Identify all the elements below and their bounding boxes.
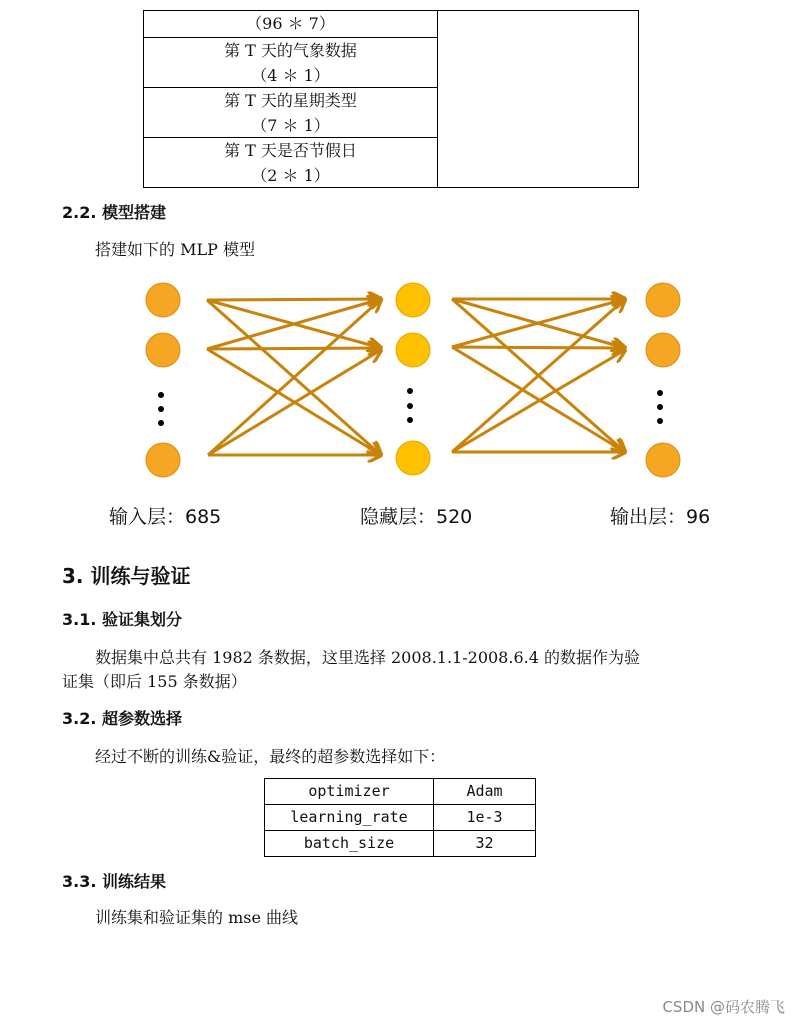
cell-text: 第 T 天的气象数据 — [224, 41, 357, 60]
cell-text: （7 ＊ 1） — [251, 116, 330, 135]
param-value: 1e-3 — [434, 805, 536, 831]
mlp-diagram — [0, 270, 799, 490]
cell-text: 第 T 天的星期类型 — [224, 91, 357, 110]
hidden-layer-nodes — [396, 283, 430, 475]
watermark: CSDN @码农腾飞 — [662, 998, 785, 1016]
connection-arrows-2 — [452, 299, 625, 452]
param-name: optimizer — [265, 779, 434, 805]
table-row — [265, 779, 536, 805]
paragraph: 经过不断的训练&验证，最终的超参数选择如下： — [95, 747, 446, 766]
connection-arrows-1 — [207, 299, 381, 455]
table-cell — [144, 11, 437, 38]
param-value: Adam — [434, 779, 536, 805]
cell-text: （4 ＊ 1） — [251, 66, 330, 85]
section-heading-2-2: 2.2. 模型搭建 — [62, 203, 166, 222]
features-column — [144, 11, 438, 187]
table-cell — [144, 38, 437, 88]
cell-text: 第 T 天是否节假日 — [224, 141, 357, 160]
section-heading-3-3: 3.3. 训练结果 — [62, 872, 166, 891]
output-layer-label: 输出层：96 — [610, 506, 711, 528]
hyperparameter-table — [264, 778, 536, 857]
param-value: 32 — [434, 831, 536, 857]
paragraph-line-2: 证集（即后 155 条数据） — [62, 672, 247, 691]
paragraph: 搭建如下的 MLP 模型 — [95, 240, 255, 259]
paragraph: 训练集和验证集的 mse 曲线 — [95, 908, 299, 927]
input-layer-label: 输入层：685 — [109, 506, 222, 528]
cell-text: （2 ＊ 1） — [251, 166, 330, 185]
hidden-layer-label: 隐藏层：520 — [360, 506, 473, 528]
input-layer-nodes — [146, 283, 180, 477]
cell-text: （96 ＊ 7） — [246, 14, 335, 33]
param-name: learning_rate — [265, 805, 434, 831]
paragraph-line-1: 数据集中总共有 1982 条数据，这里选择 2008.1.1-2008.6.4 的数据作为验 — [95, 648, 640, 667]
table-cell — [144, 138, 437, 188]
table-row — [265, 805, 536, 831]
table-row — [265, 831, 536, 857]
section-heading-3-2: 3.2. 超参数选择 — [62, 709, 182, 728]
param-name: batch_size — [265, 831, 434, 857]
section-heading-3-1: 3.1. 验证集划分 — [62, 610, 182, 629]
section-heading-3: 3. 训练与验证 — [62, 564, 191, 588]
table-cell — [144, 88, 437, 138]
output-layer-nodes — [646, 283, 680, 477]
input-features-table — [143, 10, 639, 188]
